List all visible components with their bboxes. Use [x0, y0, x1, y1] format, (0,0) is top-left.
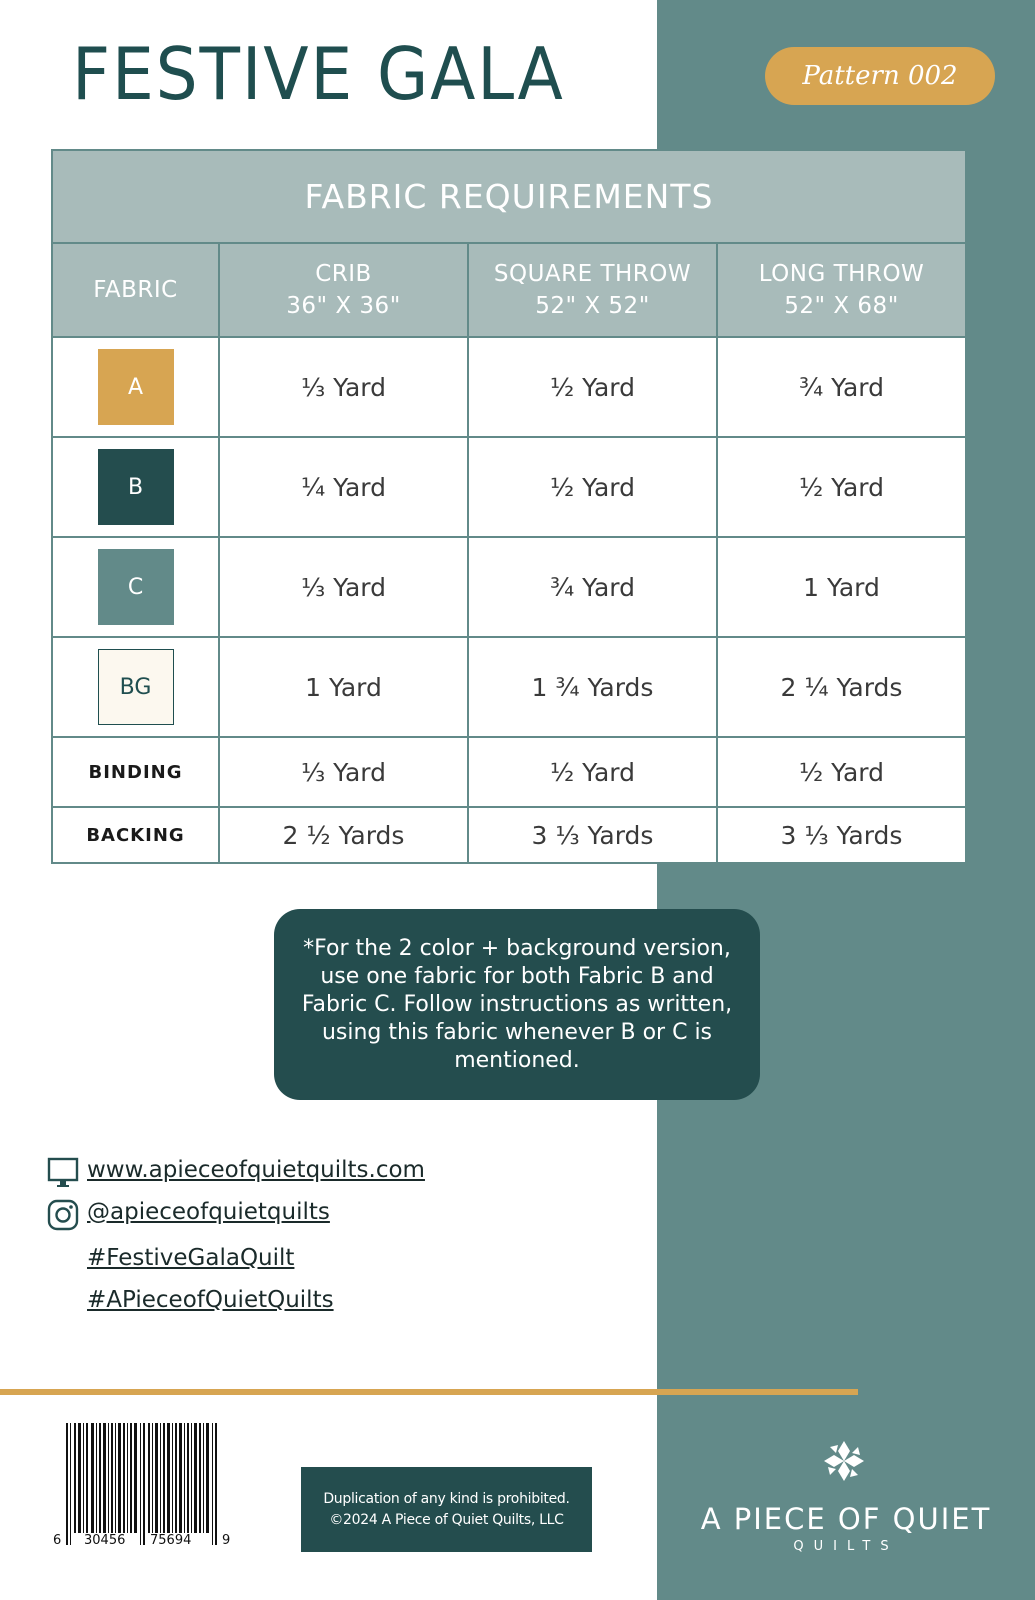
table-row	[52, 337, 966, 437]
barcode-digit-left: 6	[53, 1533, 62, 1548]
hashtag-festive-gala[interactable]: #FestiveGalaQuilt	[87, 1245, 295, 1271]
note-text: *For the 2 color + background version, use one fabric for both Fabric B and Fabric C. Follow instructions as written, using this fabric whenever B or C is mentioned.	[301, 935, 733, 1073]
header-crib: CRIB 36" X 36"	[219, 243, 468, 337]
barcode	[56, 1423, 232, 1553]
copyright-line-2: ©2024 A Piece of Quiet Quilts, LLC	[329, 1511, 564, 1528]
header-fabric: FABRIC	[52, 243, 219, 337]
table-cell: ⅓ Yard	[219, 737, 468, 807]
table-row	[52, 737, 966, 807]
table-cell: ½ Yard	[468, 437, 717, 537]
table-title: FABRIC REQUIREMENTS	[52, 150, 966, 243]
pattern-badge: Pattern 002	[765, 47, 995, 105]
table-cell: ¼ Yard	[219, 437, 468, 537]
fabric-swatch-c: C	[98, 549, 174, 625]
fabric-swatch-a: A	[98, 349, 174, 425]
table-cell: ½ Yard	[717, 737, 966, 807]
table-row	[52, 637, 966, 737]
monitor-icon	[47, 1157, 79, 1189]
instagram-link[interactable]: @apieceofquietquilts	[87, 1199, 330, 1225]
hashtag-a-piece-of-quiet[interactable]: #APieceofQuietQuilts	[87, 1287, 334, 1313]
table-row	[52, 437, 966, 537]
table-cell: ¾ Yard	[717, 337, 966, 437]
copyright-box	[301, 1467, 592, 1552]
fabric-swatch-b: B	[98, 449, 174, 525]
table-header-row	[52, 243, 966, 337]
table-cell: 1 ¾ Yards	[468, 637, 717, 737]
table-cell: 3 ⅓ Yards	[717, 807, 966, 863]
color-version-note	[274, 909, 760, 1100]
pinwheel-logo-icon	[820, 1437, 868, 1485]
table-cell: ½ Yard	[468, 737, 717, 807]
table-cell: 3 ⅓ Yards	[468, 807, 717, 863]
table-row	[52, 537, 966, 637]
table-cell: 1 Yard	[717, 537, 966, 637]
barcode-digit-right: 9	[222, 1533, 231, 1548]
row-label-backing: BACKING	[52, 807, 219, 863]
copyright-line-1: Duplication of any kind is prohibited.	[323, 1490, 570, 1507]
header-square-throw: SQUARE THROW 52" X 52"	[468, 243, 717, 337]
table-cell: ½ Yard	[468, 337, 717, 437]
table-cell: 1 Yard	[219, 637, 468, 737]
fabric-swatch-bg: BG	[98, 649, 174, 725]
table-cell: 2 ¼ Yards	[717, 637, 966, 737]
table-cell: ¾ Yard	[468, 537, 717, 637]
barcode-group-2: 75694	[150, 1533, 192, 1548]
table-cell: 2 ½ Yards	[219, 807, 468, 863]
barcode-group-1: 30456	[84, 1533, 126, 1548]
website-link[interactable]: www.apieceofquietquilts.com	[87, 1157, 425, 1183]
brand-name: A PIECE OF QUIET	[700, 1502, 992, 1536]
table-cell: ⅓ Yard	[219, 337, 468, 437]
header-long-throw: LONG THROW 52" X 68"	[717, 243, 966, 337]
table-cell: ½ Yard	[717, 437, 966, 537]
brand-subtitle: QUILTS	[793, 1539, 899, 1554]
table-cell: ⅓ Yard	[219, 537, 468, 637]
instagram-icon	[47, 1199, 79, 1231]
page-title: FESTIVE GALA	[72, 32, 565, 116]
table-row	[52, 807, 966, 863]
row-label-binding: BINDING	[52, 737, 219, 807]
fabric-requirements-table	[51, 149, 967, 864]
gold-divider	[0, 1389, 858, 1395]
